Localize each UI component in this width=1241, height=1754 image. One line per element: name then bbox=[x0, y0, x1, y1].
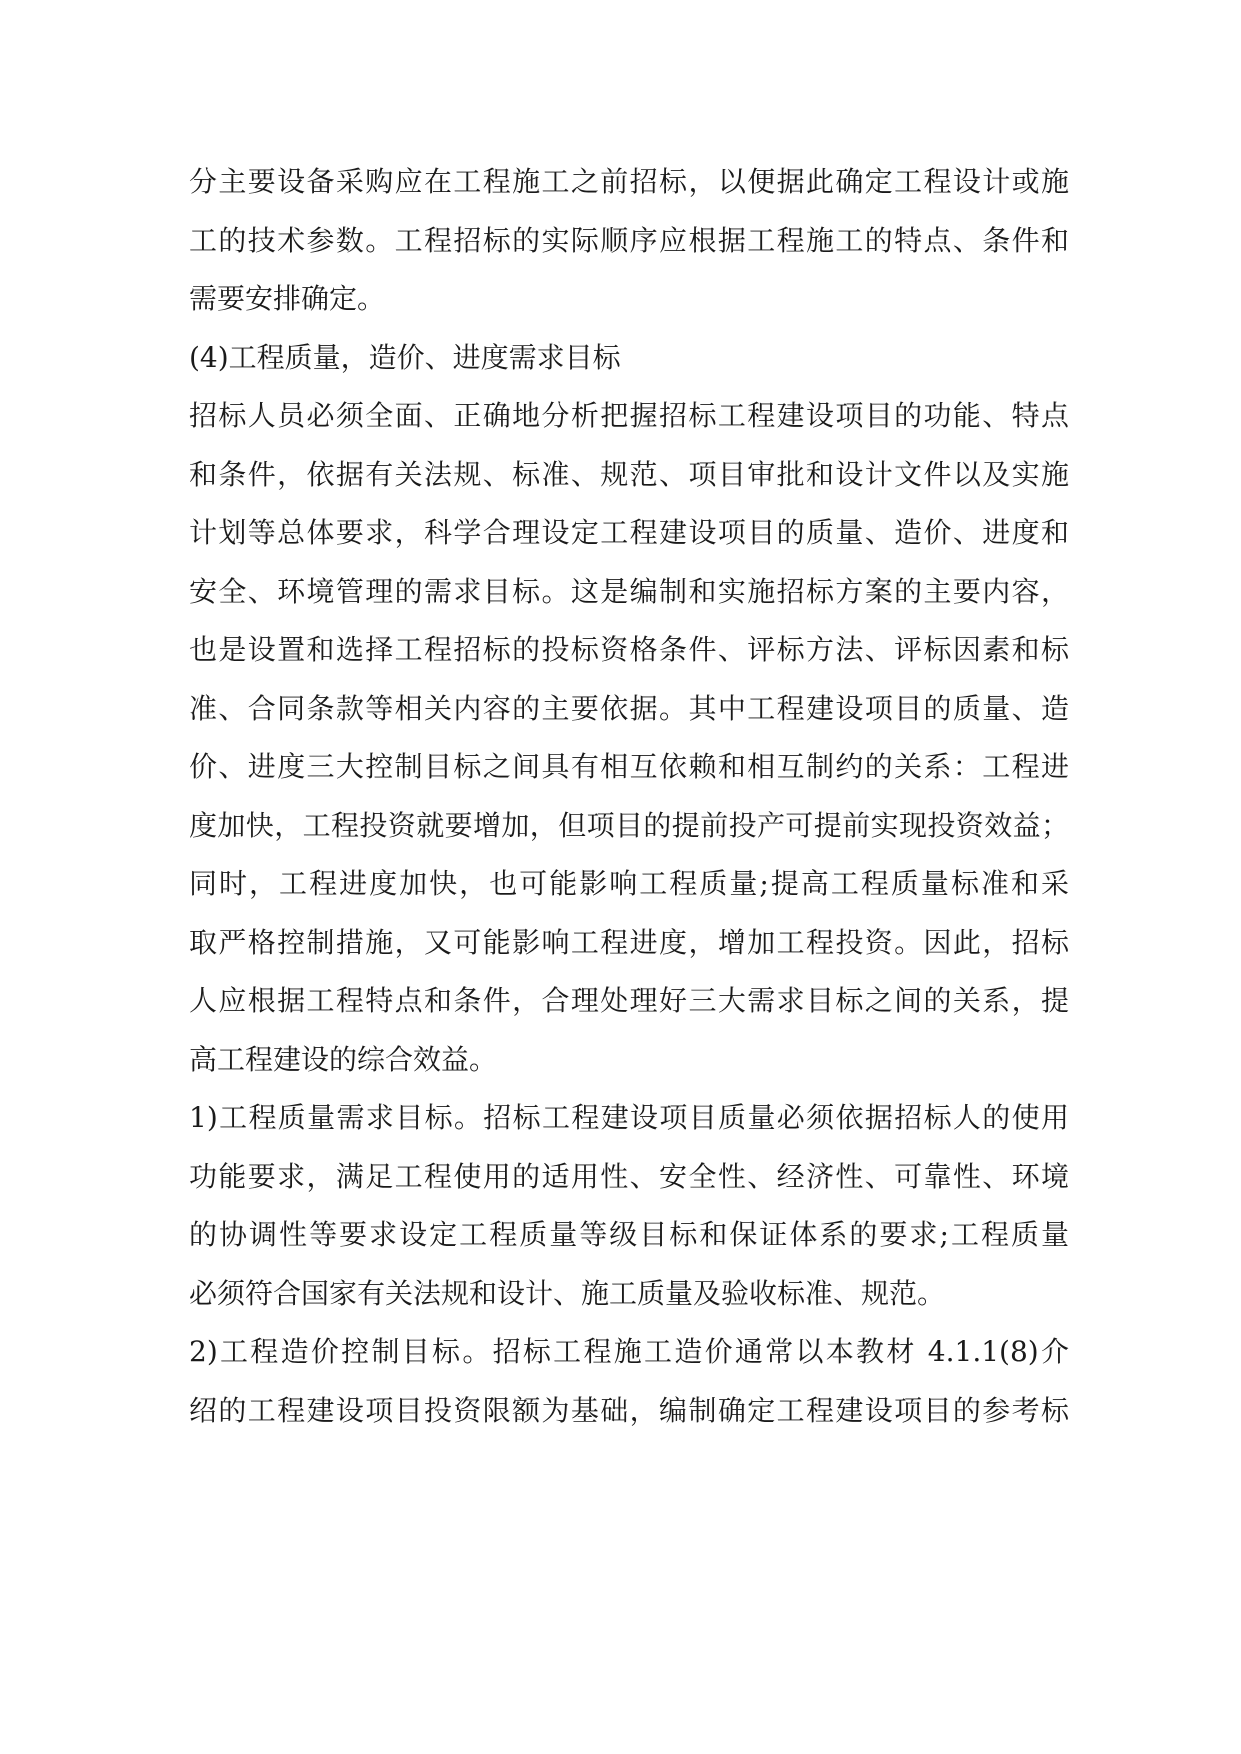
text-line: 高工程建设的综合效益。 bbox=[189, 1043, 498, 1076]
text-line: 计划等总体要求，科学合理设定工程建设项目的质量、造价、进度和 bbox=[189, 516, 1069, 549]
text-line: 招标人员必须全面、正确地分析把握招标工程建设项目的功能、特点 bbox=[189, 399, 1069, 432]
text-line: 功能要求，满足工程使用的适用性、安全性、经济性、可靠性、环境 bbox=[189, 1160, 1069, 1193]
text-line: 的协调性等要求设定工程质量等级目标和保证体系的要求;工程质量 bbox=[189, 1218, 1069, 1251]
text-line: 同时，工程进度加快，也可能影响工程质量;提高工程质量标准和采 bbox=[189, 867, 1069, 900]
section-heading: (4)工程质量，造价、进度需求目标 bbox=[189, 341, 621, 374]
text-line: 和条件，依据有关法规、标准、规范、项目审批和设计文件以及实施 bbox=[189, 458, 1069, 491]
text-line: 准、合同条款等相关内容的主要依据。其中工程建设项目的质量、造 bbox=[189, 692, 1069, 725]
text-line: 度加快，工程投资就要增加，但项目的提前投产可提前实现投资效益； bbox=[189, 809, 1069, 842]
text-line: 取严格控制措施，又可能影响工程进度，增加工程投资。因此，招标 bbox=[189, 926, 1069, 959]
text-line: 需要安排确定。 bbox=[189, 282, 386, 315]
text-line: 安全、环境管理的需求目标。这是编制和实施招标方案的主要内容， bbox=[189, 575, 1069, 608]
text-line: 必须符合国家有关法规和设计、施工质量及验收标准、规范。 bbox=[189, 1277, 946, 1310]
text-line: 工的技术参数。工程招标的实际顺序应根据工程施工的特点、条件和 bbox=[189, 224, 1069, 257]
text-line: 2)工程造价控制目标。招标工程施工造价通常以本教材 4.1.1(8)介 bbox=[189, 1335, 1069, 1368]
text-line: 绍的工程建设项目投资限额为基础，编制确定工程建设项目的参考标 bbox=[189, 1394, 1069, 1427]
text-line: 价、进度三大控制目标之间具有相互依赖和相互制约的关系：工程进 bbox=[189, 750, 1069, 783]
text-line: 也是设置和选择工程招标的投标资格条件、评标方法、评标因素和标 bbox=[189, 633, 1069, 666]
text-line: 1)工程质量需求目标。招标工程建设项目质量必须依据招标人的使用 bbox=[189, 1101, 1069, 1134]
text-line: 人应根据工程特点和条件，合理处理好三大需求目标之间的关系，提 bbox=[189, 984, 1069, 1017]
text-line: 分主要设备采购应在工程施工之前招标，以便据此确定工程设计或施 bbox=[189, 165, 1069, 198]
